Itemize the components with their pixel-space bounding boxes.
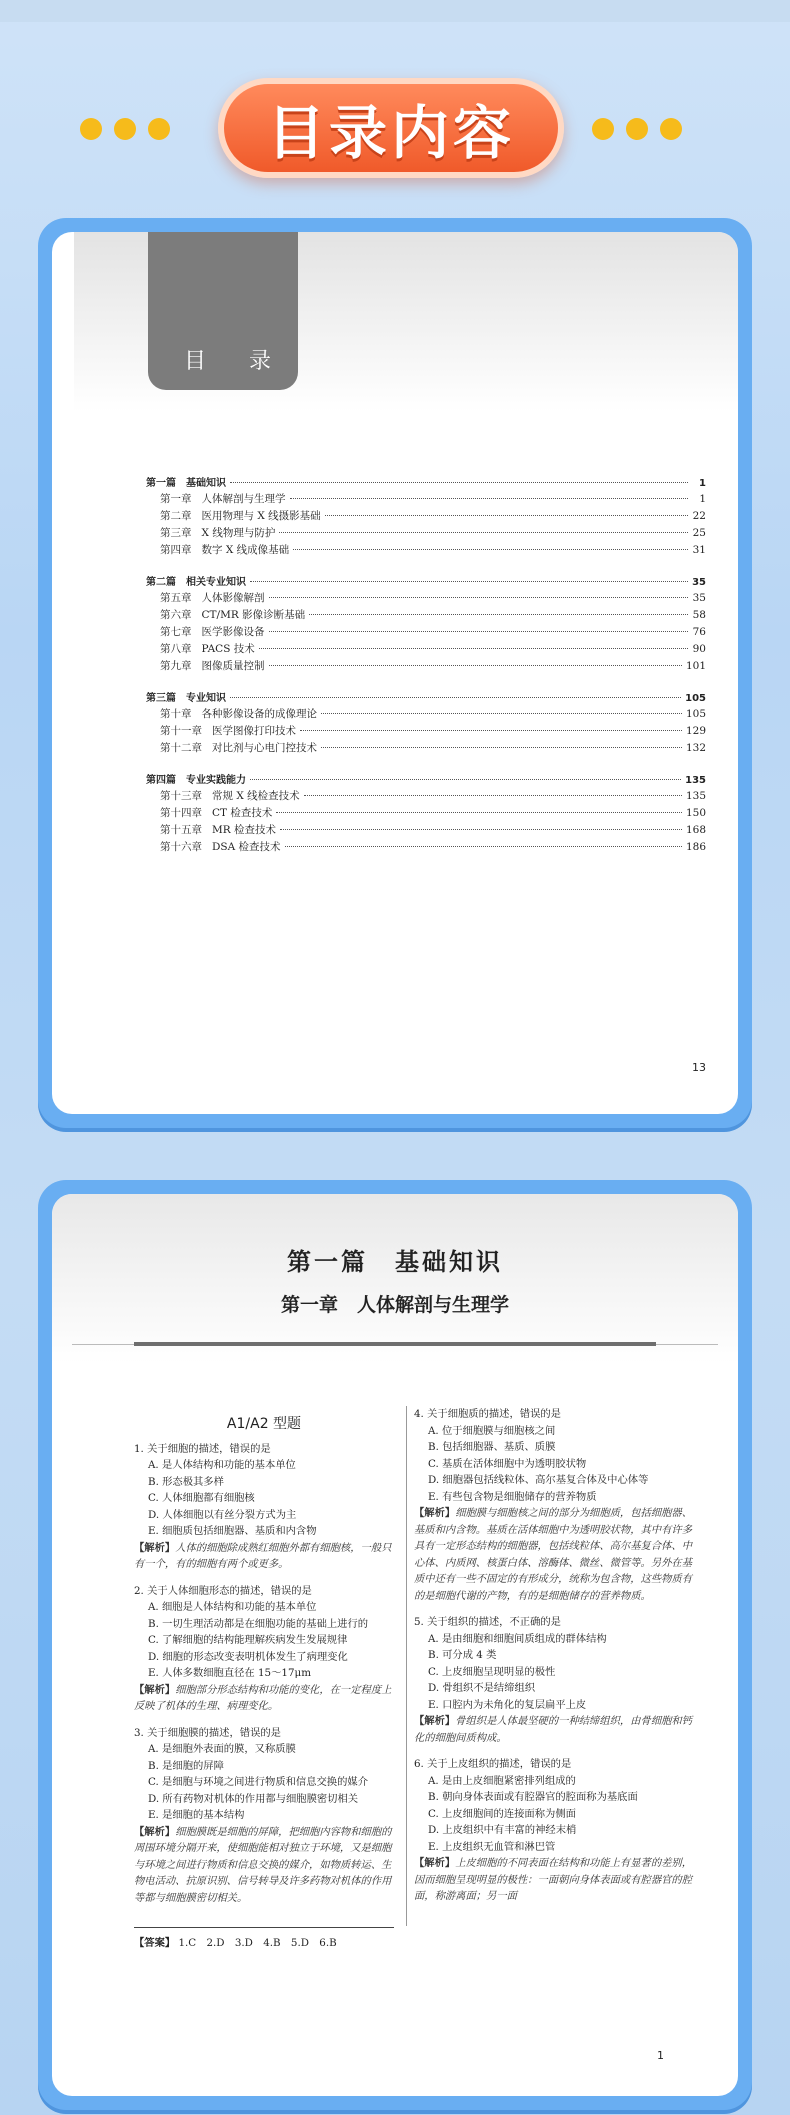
toc-chapter-row	[146, 723, 706, 740]
toc-chapter-label: 第六章	[160, 609, 192, 621]
banner	[0, 78, 790, 178]
question-stem: 4. 关于细胞质的描述，错误的是	[414, 1408, 561, 1420]
question-option: B. 是细胞的屏障	[148, 1759, 224, 1772]
toc-chapter-row	[146, 542, 706, 559]
toc-chapter-label: 第二章	[160, 510, 192, 522]
toc-leader	[321, 713, 682, 714]
question	[414, 1614, 694, 1746]
toc-chapter-label: 第十二章	[160, 742, 202, 754]
banner-title: 目录内容	[266, 99, 515, 167]
question-option: A. 细胞是人体结构和功能的基本单位	[148, 1601, 317, 1613]
toc-page: 101	[685, 660, 706, 672]
toc-part-name: 基础知识	[186, 478, 226, 489]
chapter-header-gradient	[52, 1194, 738, 1364]
question-option: C. 了解细胞的结构能理解疾病发生发展规律	[148, 1634, 348, 1646]
toc-part-label: 第四篇	[146, 775, 176, 786]
question-option: C. 上皮细胞呈现明显的极性	[428, 1665, 556, 1678]
question-option: A. 是由上皮细胞紧密排列组成的	[428, 1774, 576, 1787]
toc-leader	[309, 614, 688, 615]
analysis-label: 【解析】	[134, 1541, 176, 1554]
toc-leader	[269, 665, 682, 666]
chapter-title: 第一章 人体解剖与生理学	[280, 1294, 509, 1316]
toc-page: 22	[692, 510, 706, 522]
toc-part	[146, 689, 706, 757]
toc-part	[146, 474, 706, 559]
question-stem: 5. 关于组织的描述，不正确的是	[414, 1616, 561, 1628]
answers-values: 1.C 2.D 3.D 4.B 5.D 6.B	[178, 1937, 337, 1949]
question-option: B. 可分成 4 类	[428, 1649, 497, 1661]
analysis-label: 【解析】	[414, 1857, 456, 1869]
toc-leader	[285, 846, 682, 847]
toc-chapter-label: 第十六章	[160, 841, 202, 853]
decor-dot	[114, 118, 136, 140]
toc-part-row	[146, 771, 706, 788]
toc-leader	[304, 795, 682, 796]
toc-page: 25	[692, 527, 706, 539]
toc-page: 35	[692, 592, 706, 604]
question-option: B. 包括细胞器、基质、质膜	[428, 1441, 556, 1453]
right-column	[414, 1406, 694, 1915]
toc-page: 150	[685, 807, 706, 819]
toc-part	[146, 771, 706, 856]
question-option: D. 所有药物对机体的作用都与细胞膜密切相关	[148, 1792, 359, 1805]
toc-chapter-label: 第十三章	[160, 790, 202, 802]
toc-chapter-row	[146, 525, 706, 542]
question-analysis	[134, 1824, 394, 1907]
toc-leader	[230, 697, 681, 698]
question-stem: 1. 关于细胞的描述，错误的是	[134, 1442, 271, 1455]
toc-page: 76	[692, 626, 706, 638]
toc-chapter-label: 第八章	[160, 643, 192, 655]
toc-chapter-label: 第十五章	[160, 824, 202, 836]
toc-page: 186	[685, 841, 706, 853]
toc-chapter-row	[146, 706, 706, 723]
question	[134, 1725, 394, 1907]
question-analysis	[134, 1540, 394, 1573]
toc-chapter-row	[146, 658, 706, 675]
toc-chapter-row	[146, 805, 706, 822]
toc-chapter-row	[146, 822, 706, 839]
toc-leader	[276, 812, 682, 813]
toc-leader	[269, 597, 689, 598]
question-option: C. 上皮细胞间的连接面称为侧面	[428, 1807, 576, 1820]
question-option: A. 是由细胞和细胞间质组成的群体结构	[428, 1632, 607, 1645]
toc-chapter-row	[146, 624, 706, 641]
toc-chapter-name: 人体影像解剖	[201, 592, 265, 604]
toc-chapter-name: CT/MR 影像诊断基础	[201, 609, 306, 621]
toc-leader	[230, 482, 688, 483]
toc-part-row	[146, 689, 706, 706]
analysis-label: 【解析】	[134, 1825, 176, 1838]
toc-part-name: 专业实践能力	[186, 775, 246, 786]
toc-leader	[300, 730, 682, 731]
toc-chapter-name: 图像质量控制	[201, 660, 265, 672]
toc-chapter-row	[146, 788, 706, 805]
toc-chapter-name: 各种影像设备的成像理论	[201, 708, 317, 720]
question-option: D. 骨组织不是结缔组织	[428, 1682, 536, 1694]
toc-leader	[290, 498, 689, 499]
question-stem: 3. 关于细胞膜的描述，错误的是	[134, 1726, 281, 1739]
toc-chapter-name: PACS 技术	[201, 643, 255, 655]
toc-chapter-row	[146, 508, 706, 525]
analysis-text: 上皮细胞的不同表面在结构和功能上有显著的差别，因而细胞呈现明显的极性：一面朝向身体表面或有腔器官的腔面，称游离面；另一面	[414, 1857, 693, 1902]
toc-leader	[269, 631, 689, 632]
toc-page	[52, 232, 738, 1114]
decor-dot	[148, 118, 170, 140]
toc-leader	[250, 581, 688, 582]
question	[134, 1441, 394, 1573]
toc-chapter-row	[146, 607, 706, 624]
question-option: B. 朝向身体表面或有腔器官的腔面称为基底面	[428, 1791, 638, 1803]
question-option: D. 细胞的形态改变表明机体发生了病理变化	[148, 1650, 348, 1663]
toc-leader	[250, 779, 681, 780]
toc-chapter-name: 常规 X 线检查技术	[212, 790, 300, 802]
toc-part-label: 第三篇	[146, 693, 176, 704]
decor-dot	[660, 118, 682, 140]
toc-chapter-row	[146, 641, 706, 658]
toc-page: 105	[685, 708, 706, 720]
toc-page: 1	[699, 478, 706, 489]
toc-leader	[280, 829, 682, 830]
left-column	[134, 1416, 394, 1916]
analysis-text: 人体的细胞除成熟红细胞外都有细胞核，一般只有一个，有的细胞有两个或更多。	[134, 1541, 392, 1570]
toc-page: 105	[685, 693, 706, 704]
analysis-label: 【解析】	[414, 1715, 456, 1727]
question-option: E. 上皮组织无血管和淋巴管	[428, 1840, 556, 1853]
banner-pill	[218, 78, 564, 178]
toc-part-row	[146, 474, 706, 491]
toc-chapter-name: 医学影像设备	[201, 626, 265, 638]
page-number: 13	[692, 1061, 706, 1074]
question-option: A. 是人体结构和功能的基本单位	[148, 1459, 296, 1471]
toc-page: 135	[685, 790, 706, 802]
toc-chapter-label: 第十四章	[160, 807, 202, 819]
analysis-text: 骨组织是人体最坚硬的一种结缔组织，由骨细胞和钙化的细胞间质构成。	[414, 1715, 693, 1744]
toc-chapter-label: 第三章	[160, 527, 192, 539]
toc-chapter-name: 医用物理与 X 线摄影基础	[201, 510, 321, 522]
toc-page: 135	[685, 775, 706, 786]
toc-chapter-row	[146, 740, 706, 757]
question-option: C. 人体细胞都有细胞核	[148, 1492, 255, 1504]
toc-chapter-label: 第十章	[160, 708, 192, 720]
toc-tab	[148, 232, 298, 390]
toc-leader	[293, 549, 688, 550]
toc-page: 31	[692, 544, 706, 556]
decor-dots-right	[592, 118, 682, 140]
question-option: E. 口腔内为未角化的复层扁平上皮	[428, 1698, 587, 1711]
page-number: 1	[657, 2049, 664, 2062]
toc-chapter-name: MR 检查技术	[212, 824, 276, 836]
chapter-page	[52, 1194, 738, 2096]
analysis-text: 细胞膜与细胞核之间的部分为细胞质，包括细胞器、基质和内含物。基质在活体细胞中为透明胶状物，其中有许多具有一定形态结构的细胞器，包括线粒体、高尔基复合体、中心体、内质网、核蛋白体、溶酶体、微丝、微管等。另外在基质中还有一些不固定的有形成分，统称为包含物，这些物质有的是细胞代谢的产物，有的是细胞储存的营养物质。	[414, 1507, 693, 1602]
divider-bold	[134, 1342, 656, 1346]
table-of-contents	[146, 474, 706, 856]
toc-part-row	[146, 573, 706, 590]
analysis-label: 【解析】	[134, 1683, 176, 1696]
question-option: E. 细胞质包括细胞器、基质和内含物	[148, 1525, 317, 1537]
toc-page: 58	[692, 609, 706, 621]
toc-page: 35	[692, 577, 706, 588]
toc-part-name: 相关专业知识	[186, 577, 246, 588]
question-option: D. 上皮组织中有丰富的神经末梢	[428, 1824, 577, 1836]
question-analysis	[414, 1855, 694, 1905]
question-stem: 6. 关于上皮组织的描述，错误的是	[414, 1758, 572, 1770]
toc-page: 129	[685, 725, 706, 737]
toc-chapter-name: CT 检查技术	[212, 807, 273, 819]
question-option: B. 一切生理活动都是在细胞功能的基础上进行的	[148, 1617, 369, 1630]
toc-chapter-label: 第一章	[160, 493, 192, 505]
toc-chapter-label: 第九章	[160, 660, 192, 672]
question-option: E. 人体多数细胞直径在 15～17μm	[148, 1667, 311, 1679]
toc-part-name: 专业知识	[186, 693, 226, 704]
column-divider	[406, 1406, 407, 1926]
question-option: A. 是细胞外表面的膜，又称质膜	[148, 1743, 296, 1755]
toc-part-label: 第一篇	[146, 478, 176, 489]
toc-chapter-name: DSA 检查技术	[212, 841, 281, 853]
question-stem: 2. 关于人体细胞形态的描述，错误的是	[134, 1584, 312, 1597]
question	[414, 1406, 694, 1604]
question-option: B. 形态极其多样	[148, 1475, 224, 1488]
toc-chapter-row	[146, 491, 706, 508]
toc-chapter-label: 第十一章	[160, 725, 202, 737]
question-option: C. 基质在活体细胞中为透明胶状物	[428, 1457, 587, 1470]
analysis-label: 【解析】	[414, 1507, 456, 1519]
question	[134, 1583, 394, 1715]
question-option: D. 细胞器包括线粒体、高尔基复合体及中心体等	[428, 1474, 649, 1486]
toc-page: 168	[685, 824, 706, 836]
question-analysis	[414, 1505, 694, 1604]
decor-dots-left	[80, 118, 170, 140]
top-band	[0, 0, 790, 22]
answers-label: 【答案】	[134, 1937, 176, 1949]
toc-part	[146, 573, 706, 675]
section-title: A1/A2 型题	[226, 1416, 302, 1432]
toc-page: 1	[699, 493, 706, 505]
answers-rule	[134, 1927, 394, 1928]
toc-chapter-row	[146, 590, 706, 607]
toc-chapter-label: 第五章	[160, 592, 192, 604]
toc-chapter-label: 第四章	[160, 544, 192, 556]
toc-leader	[321, 747, 682, 748]
chapter-page-frame	[38, 1180, 752, 2110]
toc-part-label: 第二篇	[146, 577, 176, 588]
toc-page-frame	[38, 218, 752, 1128]
toc-page: 90	[692, 643, 706, 655]
toc-chapter-name: 人体解剖与生理学	[201, 493, 286, 505]
toc-leader	[259, 648, 688, 649]
question-option: C. 是细胞与环境之间进行物质和信息交换的媒介	[148, 1776, 368, 1788]
question-option: E. 是细胞的基本结构	[148, 1809, 245, 1821]
toc-leader	[325, 515, 688, 516]
decor-dot	[80, 118, 102, 140]
decor-dot	[592, 118, 614, 140]
toc-chapter-name: 数字 X 线成像基础	[201, 544, 290, 556]
analysis-text: 细胞部分形态结构和功能的变化，在一定程度上反映了机体的生理、病理变化。	[134, 1683, 392, 1712]
decor-dot	[626, 118, 648, 140]
question-option: A. 位于细胞膜与细胞核之间	[428, 1424, 556, 1437]
question-option: D. 人体细胞以有丝分裂方式为主	[148, 1508, 297, 1521]
toc-chapter-name: 医学图像打印技术	[212, 725, 296, 737]
question-analysis	[414, 1713, 694, 1746]
part-title: 第一篇 基础知识	[287, 1247, 503, 1276]
answers	[134, 1934, 337, 1949]
toc-chapter-row	[146, 839, 706, 856]
analysis-text: 细胞膜既是细胞的屏障，把细胞内容物和细胞的周围环境分隔开来，使细胞能相对独立于环境，又是细胞与环境之间进行物质和信息交换的媒介，如物质转运、生物电活动、抗原识别、信号转导及许多药物对机体的作用等都与细胞膜密切相关。	[134, 1825, 392, 1904]
toc-chapter-label: 第七章	[160, 626, 192, 638]
toc-page: 132	[685, 742, 706, 754]
question-option: E. 有些包含物是细胞储存的营养物质	[428, 1490, 597, 1503]
question-analysis	[134, 1682, 394, 1715]
toc-chapter-name: X 线物理与防护	[201, 527, 276, 539]
toc-chapter-name: 对比剂与心电门控技术	[212, 742, 317, 754]
toc-leader	[279, 532, 688, 533]
question	[414, 1756, 694, 1905]
toc-tab-label: 目 录	[184, 349, 289, 374]
